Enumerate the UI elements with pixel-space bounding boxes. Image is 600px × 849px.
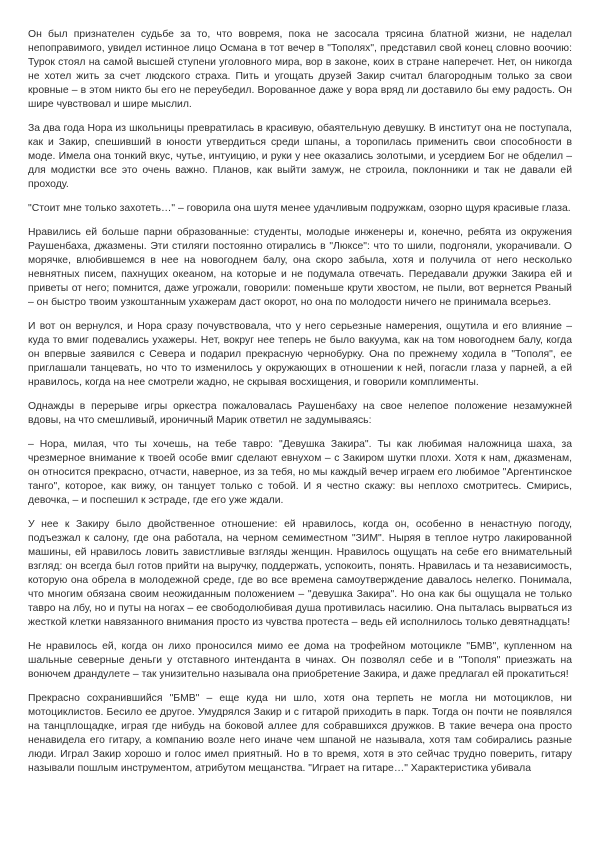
paragraph: Нравились ей больше парни образованные: студенты, молодые инженеры и, конечно, ребята из окружения Раушенбаха, джазмены. Эти стиляги постоянно отирались в "Люксе": что то шили, подгоняли, укорачивали. О морячке, влюбившемся в нее на новогоднем балу, она скоро забыла, хотя и получила от него несколько невнятных писем, пахнущих океаном, на которые и не подумала отвечать. Передавали дружки Закира ей и приветы от него; помнится, даже угрожали, говорили: поменьше крути хвостом, не пыли, вот вернется Рваный – он быстро твоим узкоштанным ухажерам даст окорот, но она по молодости ничего не принимала всерьез. xyxy=(28,227,572,308)
paragraph: "Стоит мне только захотеть…" – говорила она шутя менее удачливым подружкам, озорно щуря красивые глаза. xyxy=(28,203,571,214)
paragraph: И вот он вернулся, и Нора сразу почувствовала, что у него серьезные намерения, ощутила и его влияние – куда то вмиг подевались ухажеры. Нет, вокруг нее теперь не было вакуума, как на том новогоднем балу, когда он впервые заявился с Севера и подарил прекрасную чернобурку. Она по прежнему ходила в "Тополя", ее приглашали танцевать, но что то изменилось у окружающих в отношении к ней, погасли глаза у парней, а ей нравилось, когда на нее смотрели жадно, не скрывая восхищения, и говорили комплименты. xyxy=(28,321,572,388)
paragraph: У нее к Закиру было двойственное отношение: ей нравилось, когда он, особенно в ненастную погоду, подъезжал к салону, где она работала, на черном семиместном "ЗИМ". Ныряя в теплое нутро лакированной машины, ей нравилось ловить завистливые взгляды женщин. Нравилось ощущать на себе его внимательный взгляд: он всегда был готов прийти на выручку, поддержать, успокоить, понять. Нравилась и та независимость, которую она обрела в молодежной среде, где во все времена самоутверждение давалось нелегко. Понимала, что многим обязана своим неожиданным положением – "девушка Закира". Но она как бы ощущала не только тавро на лбу, но и путы на ногах – ее свободолюбивая душа противилась насилию. Она пыталась вырваться из жесткой клетки навязанного внимания просто из чувства протеста – ведь ей исполнилось только девятнадцать! xyxy=(28,519,572,628)
paragraph: За два года Нора из школьницы превратилась в красивую, обаятельную девушку. В институт она не поступала, как и Закир, спешивший в юности утвердиться среди шпаны, а торопилась применить свои способности в моде. Имела она тонкий вкус, чутье, интуицию, и руки у нее оказались золотыми, и усердием Бог не обделил – для модистки все это очень важно. Планов, как выйти замуж, не строила, поклонники и так не давали ей проходу. xyxy=(28,123,572,190)
paragraph: Он был признателен судьбе за то, что вовремя, пока не засосала трясина блатной жизни, не наделал непоправимого, увидел истинное лицо Османа в тот вечер в "Тополях", представил свой конец словно воочию: Турок стоял на самой высшей ступени уголовного мира, вор в законе, коих в стране наперечет. Нет, он никогда не хотел жить за счет людского страха. Пить и угощать друзей Закир считал благородным только за свои кровные – в этом никто бы его не переубедил. Ворованное даже у вора вряд ли доставило бы ему радость. Он шире чувствовал и шире мыслил. xyxy=(28,29,572,110)
paragraph: Прекрасно сохранившийся "БМВ" – еще куда ни шло, хотя она терпеть не могла ни мотоциклов, ни мотоциклистов. Бесило ее другое. Умудрялся Закир и с гитарой приходить в парк. Тогда он почти не появлялся на танцплощадке, играя где нибудь на боковой аллее для собравшихся дружков. В такие вечера она просто ненавидела его гитару, а компанию возле него иначе чем шпаной не называла, хотя там собирались разные люди. Играл Закир хорошо и голос имел приятный. Но в то время, хотя в это сейчас трудно поверить, гитару называли пошлым инструментом, атрибутом мещанства. "Играет на гитаре…" Характеристика убивала xyxy=(28,693,572,774)
paragraph: Не нравилось ей, когда он лихо проносился мимо ее дома на трофейном мотоцикле "БМВ", купленном на шальные северные деньги у отставного интенданта в чинах. Он позволял себе и в "Тополя" приезжать на вонючем драндулете – так унизительно называла она приобретение Закира, и даже предлагал ей прокатиться! xyxy=(28,641,572,680)
paragraph: – Нора, милая, что ты хочешь, на тебе тавро: "Девушка Закира". Ты как любимая наложница шаха, за чрезмерное внимание к твоей особе вмиг сделают евнухом – с Закиром шутки плохи. Хотя к нам, джазменам, он относится прекрасно, отчасти, наверное, из за тебя, но мы каждый вечер играем его любимое "Аргентинское танго", которое, как вижу, он танцует только с тобой. И я честно скажу: вы неплохо смотритесь. Смирись, девочка, – и поспешил к эстраде, где его уже ждали. xyxy=(28,439,572,506)
paragraph: Однажды в перерыве игры оркестра пожаловалась Раушенбаху на свое нелепое положение незамужней вдовы, на что смешливый, ироничный Марик ответил не задумываясь: xyxy=(28,401,572,426)
